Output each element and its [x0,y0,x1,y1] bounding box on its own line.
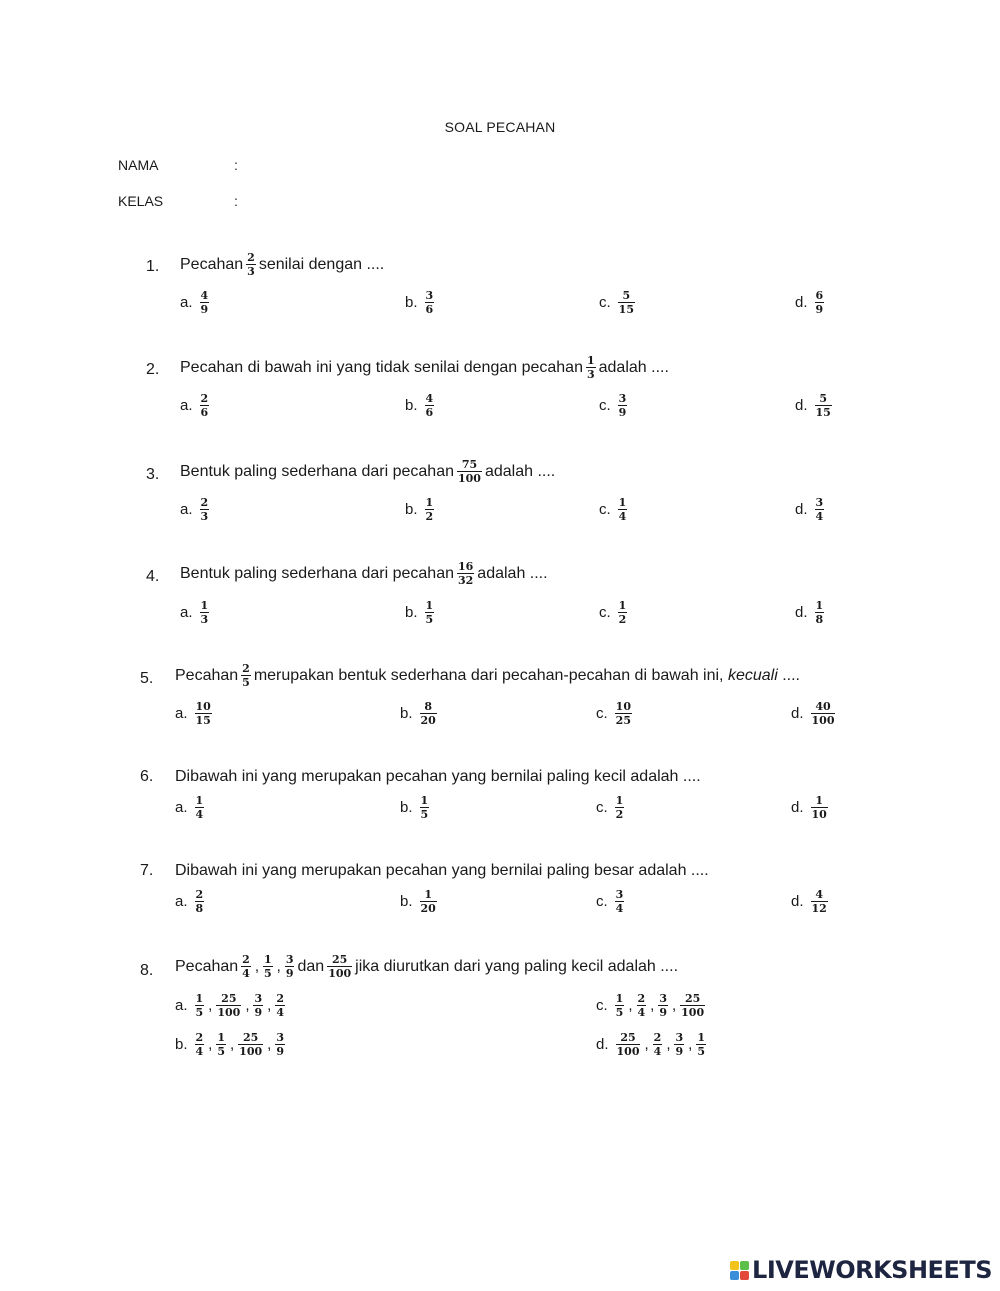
separator: , [644,1036,649,1053]
separator: , [666,1036,671,1053]
option-fraction [815,600,825,625]
option-label: d. [596,1036,609,1053]
denominator: 5 [242,676,250,689]
logo-square [730,1271,739,1280]
denominator: 9 [675,1045,684,1058]
numerator: 75 [461,458,478,471]
q8-stem-fraction [285,954,295,979]
numerator: 1 [195,992,204,1005]
option-fraction [216,1032,226,1057]
option-fraction [200,290,210,315]
numerator: 2 [242,662,250,675]
option-fraction [195,993,205,1018]
denominator: 5 [615,1006,624,1019]
q2-option-b[interactable] [405,393,437,418]
denominator: 100 [239,1045,263,1058]
denominator: 9 [659,1006,667,1019]
denominator: 100 [217,1006,241,1019]
option-label: d. [795,294,808,311]
denominator: 32 [457,574,474,587]
separator: , [208,997,213,1014]
numerator: 1 [420,794,429,807]
q6-text [175,768,701,786]
separator: , [276,958,281,975]
separator: , [671,997,677,1014]
logo-square [730,1261,739,1270]
q7-text-part: Dibawah ini yang merupakan pecahan yang bernilai paling besar adalah .... [175,862,709,879]
q3-option-d[interactable] [795,497,827,522]
denominator: 2 [615,808,624,821]
numerator: 1 [217,1031,225,1044]
denominator: 9 [618,406,627,419]
q7-number: 7. [140,862,154,879]
q8-text-part: dan [297,957,325,975]
option-label: c. [599,501,611,518]
numerator: 1 [618,496,627,509]
option-label: c. [596,705,608,722]
option-fraction [674,1032,684,1057]
option-fraction [615,889,625,914]
numerator: 8 [424,700,432,713]
option-label: c. [599,604,611,621]
option-label: a. [180,294,193,311]
option-label: d. [791,799,804,816]
q1-number: 1. [146,258,160,275]
denominator: 100 [328,967,352,980]
denominator: 100 [811,714,835,727]
denominator: 5 [264,967,272,980]
option-fraction [811,701,836,726]
q3-number: 3. [146,466,160,483]
q8-text [175,954,678,979]
option-label: a. [175,893,188,910]
denominator: 15 [195,714,211,727]
q3-text-part: Bentuk paling sederhana dari pecahan [180,462,454,480]
option-fraction [658,993,668,1018]
denominator: 3 [247,265,255,278]
numerator: 10 [615,700,631,713]
numerator: 1 [264,953,272,966]
option-label: b. [405,604,418,621]
numerator: 3 [659,992,667,1005]
option-fraction [195,1032,205,1057]
numerator: 3 [618,392,627,405]
denominator: 9 [254,1006,263,1019]
option-label: a. [180,604,193,621]
denominator: 4 [242,967,250,980]
numerator: 4 [425,392,434,405]
q4-number: 4. [146,568,160,585]
q8-option-d[interactable] [596,1032,709,1057]
option-label: b. [175,1036,188,1053]
numerator: 1 [815,599,824,612]
q8-stem-fraction [241,954,251,979]
numerator: 1 [586,354,595,367]
page-title: SOAL PECAHAN [444,119,556,135]
denominator: 2 [618,613,627,626]
kelas-colon: : [234,193,238,209]
option-fraction [425,497,435,522]
denominator: 4 [618,510,627,523]
option-fraction [637,993,647,1018]
q4-option-c[interactable] [599,600,630,625]
separator: , [245,997,250,1014]
q3-option-c[interactable] [599,497,630,522]
q3-option-a[interactable] [180,497,212,522]
numerator: 2 [195,888,204,901]
q1-stem-fraction [246,252,256,277]
denominator: 100 [681,1006,705,1019]
nama-colon: : [234,157,238,173]
q4-option-d[interactable] [795,600,827,625]
q2-text-part: Pecahan di bawah ini yang tidak senilai dengan pecahan [180,358,583,376]
q8-text-part: jika diurutkan dari yang paling kecil adalah .... [355,957,679,975]
option-fraction [275,993,285,1018]
q5-text-tail: .... [782,666,800,684]
q8-stem-fraction [263,954,273,979]
numerator: 2 [200,392,209,405]
q5-text-part: merupakan bentuk sederhana dari pecahan-pecahan di bawah ini, [253,666,724,684]
option-fraction [195,795,205,820]
numerator: 25 [684,992,701,1005]
denominator: 6 [425,406,434,419]
q7-text [175,862,709,880]
option-label: b. [405,501,418,518]
denominator: 4 [815,510,824,523]
option-fraction [615,795,625,820]
numerator: 1 [615,992,624,1005]
option-fraction [238,1032,263,1057]
denominator: 3 [200,510,209,523]
q4-text-part: adalah .... [477,564,548,582]
option-fraction [696,1032,706,1057]
option-label: d. [795,501,808,518]
numerator: 2 [195,1031,204,1044]
numerator: 2 [200,496,209,509]
denominator: 5 [697,1045,705,1058]
option-label: c. [596,799,608,816]
denominator: 12 [811,902,827,915]
option-fraction [615,701,632,726]
denominator: 4 [276,1006,284,1019]
q8-option-c[interactable] [596,993,708,1018]
denominator: 4 [653,1045,662,1058]
numerator: 3 [425,289,434,302]
option-fraction [811,795,828,820]
q8-text-part: Pecahan [175,957,239,975]
option-fraction [815,290,825,315]
option-fraction [420,701,437,726]
numerator: 3 [615,888,624,901]
q2-text-part: adalah .... [598,358,669,376]
numerator: 16 [457,560,474,573]
denominator: 25 [615,714,631,727]
logo-text: LIVEWORKSHEETS [752,1256,992,1284]
q1-text-part: Pecahan [180,255,244,273]
numerator: 2 [637,992,646,1005]
option-label: d. [795,604,808,621]
option-label: b. [405,397,418,414]
q5-text-italic: kecuali [727,666,778,684]
numerator: 4 [815,888,823,901]
option-fraction [425,393,435,418]
option-label: d. [791,705,804,722]
numerator: 2 [276,992,284,1005]
option-label: d. [791,893,804,910]
nama-label: NAMA [118,157,159,173]
q8-stem-fraction [327,954,352,979]
option-label: d. [795,397,808,414]
q1-option-a[interactable] [180,290,212,315]
option-label: b. [400,799,413,816]
q8-option-a[interactable] [175,993,288,1018]
q6-option-b[interactable] [400,795,432,820]
option-fraction [616,1032,641,1057]
denominator: 100 [616,1045,640,1058]
logo-square [740,1261,749,1270]
option-label: b. [405,294,418,311]
option-fraction [811,889,828,914]
q2-option-d[interactable] [795,393,835,418]
denominator: 9 [815,303,824,316]
q3-text [180,459,555,484]
denominator: 3 [200,613,209,626]
denominator: 10 [811,808,827,821]
q4-text [180,561,548,586]
option-fraction [195,889,205,914]
denominator: 6 [200,406,209,419]
denominator: 9 [285,967,294,980]
option-fraction [253,993,263,1018]
q8-number: 8. [140,962,154,979]
numerator: 40 [815,700,831,713]
logo-square [740,1271,749,1280]
q4-stem-fraction [457,561,474,586]
numerator: 25 [243,1031,259,1044]
option-fraction [200,600,210,625]
option-fraction [420,795,430,820]
option-fraction [653,1032,663,1057]
q7-option-b[interactable] [400,889,440,914]
denominator: 8 [195,902,204,915]
denominator: 6 [425,303,434,316]
option-label: a. [175,799,188,816]
separator: , [254,958,259,975]
option-fraction [618,600,628,625]
denominator: 4 [195,808,204,821]
option-fraction [216,993,241,1018]
denominator: 4 [615,902,624,915]
q1-option-b[interactable] [405,290,437,315]
q5-number: 5. [140,670,154,687]
denominator: 100 [457,472,481,485]
denominator: 5 [425,613,434,626]
separator: , [267,997,272,1014]
q8-option-b[interactable] [175,1032,288,1057]
numerator: 1 [425,599,434,612]
q4-option-b[interactable] [405,600,437,625]
q3-stem-fraction [457,459,482,484]
denominator: 9 [276,1045,284,1058]
numerator: 5 [622,289,631,302]
q6-option-c[interactable] [596,795,627,820]
numerator: 1 [615,794,624,807]
denominator: 3 [586,368,595,381]
numerator: 3 [815,496,824,509]
numerator: 2 [242,953,250,966]
q5-option-a[interactable] [175,701,215,726]
option-fraction [815,497,825,522]
numerator: 2 [247,251,255,264]
denominator: 5 [217,1045,225,1058]
numerator: 5 [819,392,827,405]
q5-stem-fraction [241,663,251,688]
q1-option-c[interactable] [599,290,638,315]
liveworksheets-logo[interactable] [730,1256,992,1284]
q5-text-part: Pecahan [175,666,239,684]
numerator: 3 [675,1031,684,1044]
q7-option-c[interactable] [596,889,627,914]
kelas-label: KELAS [118,193,164,209]
q4-text-part: Bentuk paling sederhana dari pecahan [180,564,454,582]
q1-option-d[interactable] [795,290,827,315]
numerator: 3 [285,953,294,966]
q2-option-c[interactable] [599,393,630,418]
denominator: 5 [195,1006,204,1019]
q7-option-d[interactable] [791,889,831,914]
q1-text [180,252,384,277]
q4-option-a[interactable] [180,600,212,625]
q6-option-d[interactable] [791,795,831,820]
q3-text-part: adalah .... [484,462,556,480]
numerator: 1 [195,794,204,807]
option-label: c. [596,997,608,1014]
option-fraction [275,1032,285,1057]
q2-stem-fraction [586,355,596,380]
option-label: c. [599,397,611,414]
q2-text [180,355,669,380]
q5-option-d[interactable] [791,701,838,726]
q5-option-b[interactable] [400,701,440,726]
numerator: 1 [424,888,432,901]
numerator: 6 [815,289,824,302]
numerator: 4 [200,289,209,302]
numerator: 10 [195,700,211,713]
denominator: 4 [195,1045,204,1058]
q2-option-a[interactable] [180,393,212,418]
denominator: 15 [815,406,831,419]
option-fraction [425,290,435,315]
numerator: 1 [697,1031,705,1044]
q6-number: 6. [140,768,154,785]
option-fraction [680,993,705,1018]
numerator: 25 [332,953,348,966]
option-label: a. [175,705,188,722]
denominator: 9 [200,303,209,316]
numerator: 25 [221,992,237,1005]
separator: , [688,1036,693,1053]
logo-grid-icon [730,1261,749,1280]
option-fraction [815,393,832,418]
separator: , [208,1036,213,1053]
option-fraction [425,600,435,625]
option-label: b. [400,893,413,910]
numerator: 1 [200,599,209,612]
separator: , [267,1036,272,1053]
option-fraction [618,290,635,315]
option-label: a. [180,397,193,414]
denominator: 20 [420,902,436,915]
denominator: 8 [815,613,824,626]
q6-text-part: Dibawah ini yang merupakan pecahan yang bernilai paling kecil adalah .... [175,768,701,785]
numerator: 3 [254,992,263,1005]
numerator: 3 [276,1031,284,1044]
separator: , [650,997,655,1014]
option-label: a. [180,501,193,518]
option-fraction [618,497,628,522]
option-fraction [200,497,210,522]
separator: , [628,997,633,1014]
q7-option-a[interactable] [175,889,207,914]
option-fraction [420,889,437,914]
q2-number: 2. [146,361,160,378]
q5-text [175,663,800,688]
q6-option-a[interactable] [175,795,207,820]
denominator: 4 [637,1006,646,1019]
numerator: 25 [620,1031,636,1044]
option-fraction [615,993,625,1018]
option-fraction [195,701,212,726]
denominator: 15 [618,303,634,316]
q5-option-c[interactable] [596,701,635,726]
option-fraction [618,393,628,418]
denominator: 20 [420,714,436,727]
numerator: 2 [653,1031,662,1044]
numerator: 1 [425,496,434,509]
option-label: b. [400,705,413,722]
denominator: 2 [425,510,434,523]
q3-option-b[interactable] [405,497,437,522]
q1-text-part: senilai dengan .... [258,255,385,273]
option-label: c. [596,893,608,910]
separator: , [230,1036,235,1053]
option-label: a. [175,997,188,1014]
numerator: 1 [815,794,823,807]
numerator: 1 [618,599,627,612]
option-fraction [200,393,210,418]
option-label: c. [599,294,611,311]
denominator: 5 [420,808,429,821]
